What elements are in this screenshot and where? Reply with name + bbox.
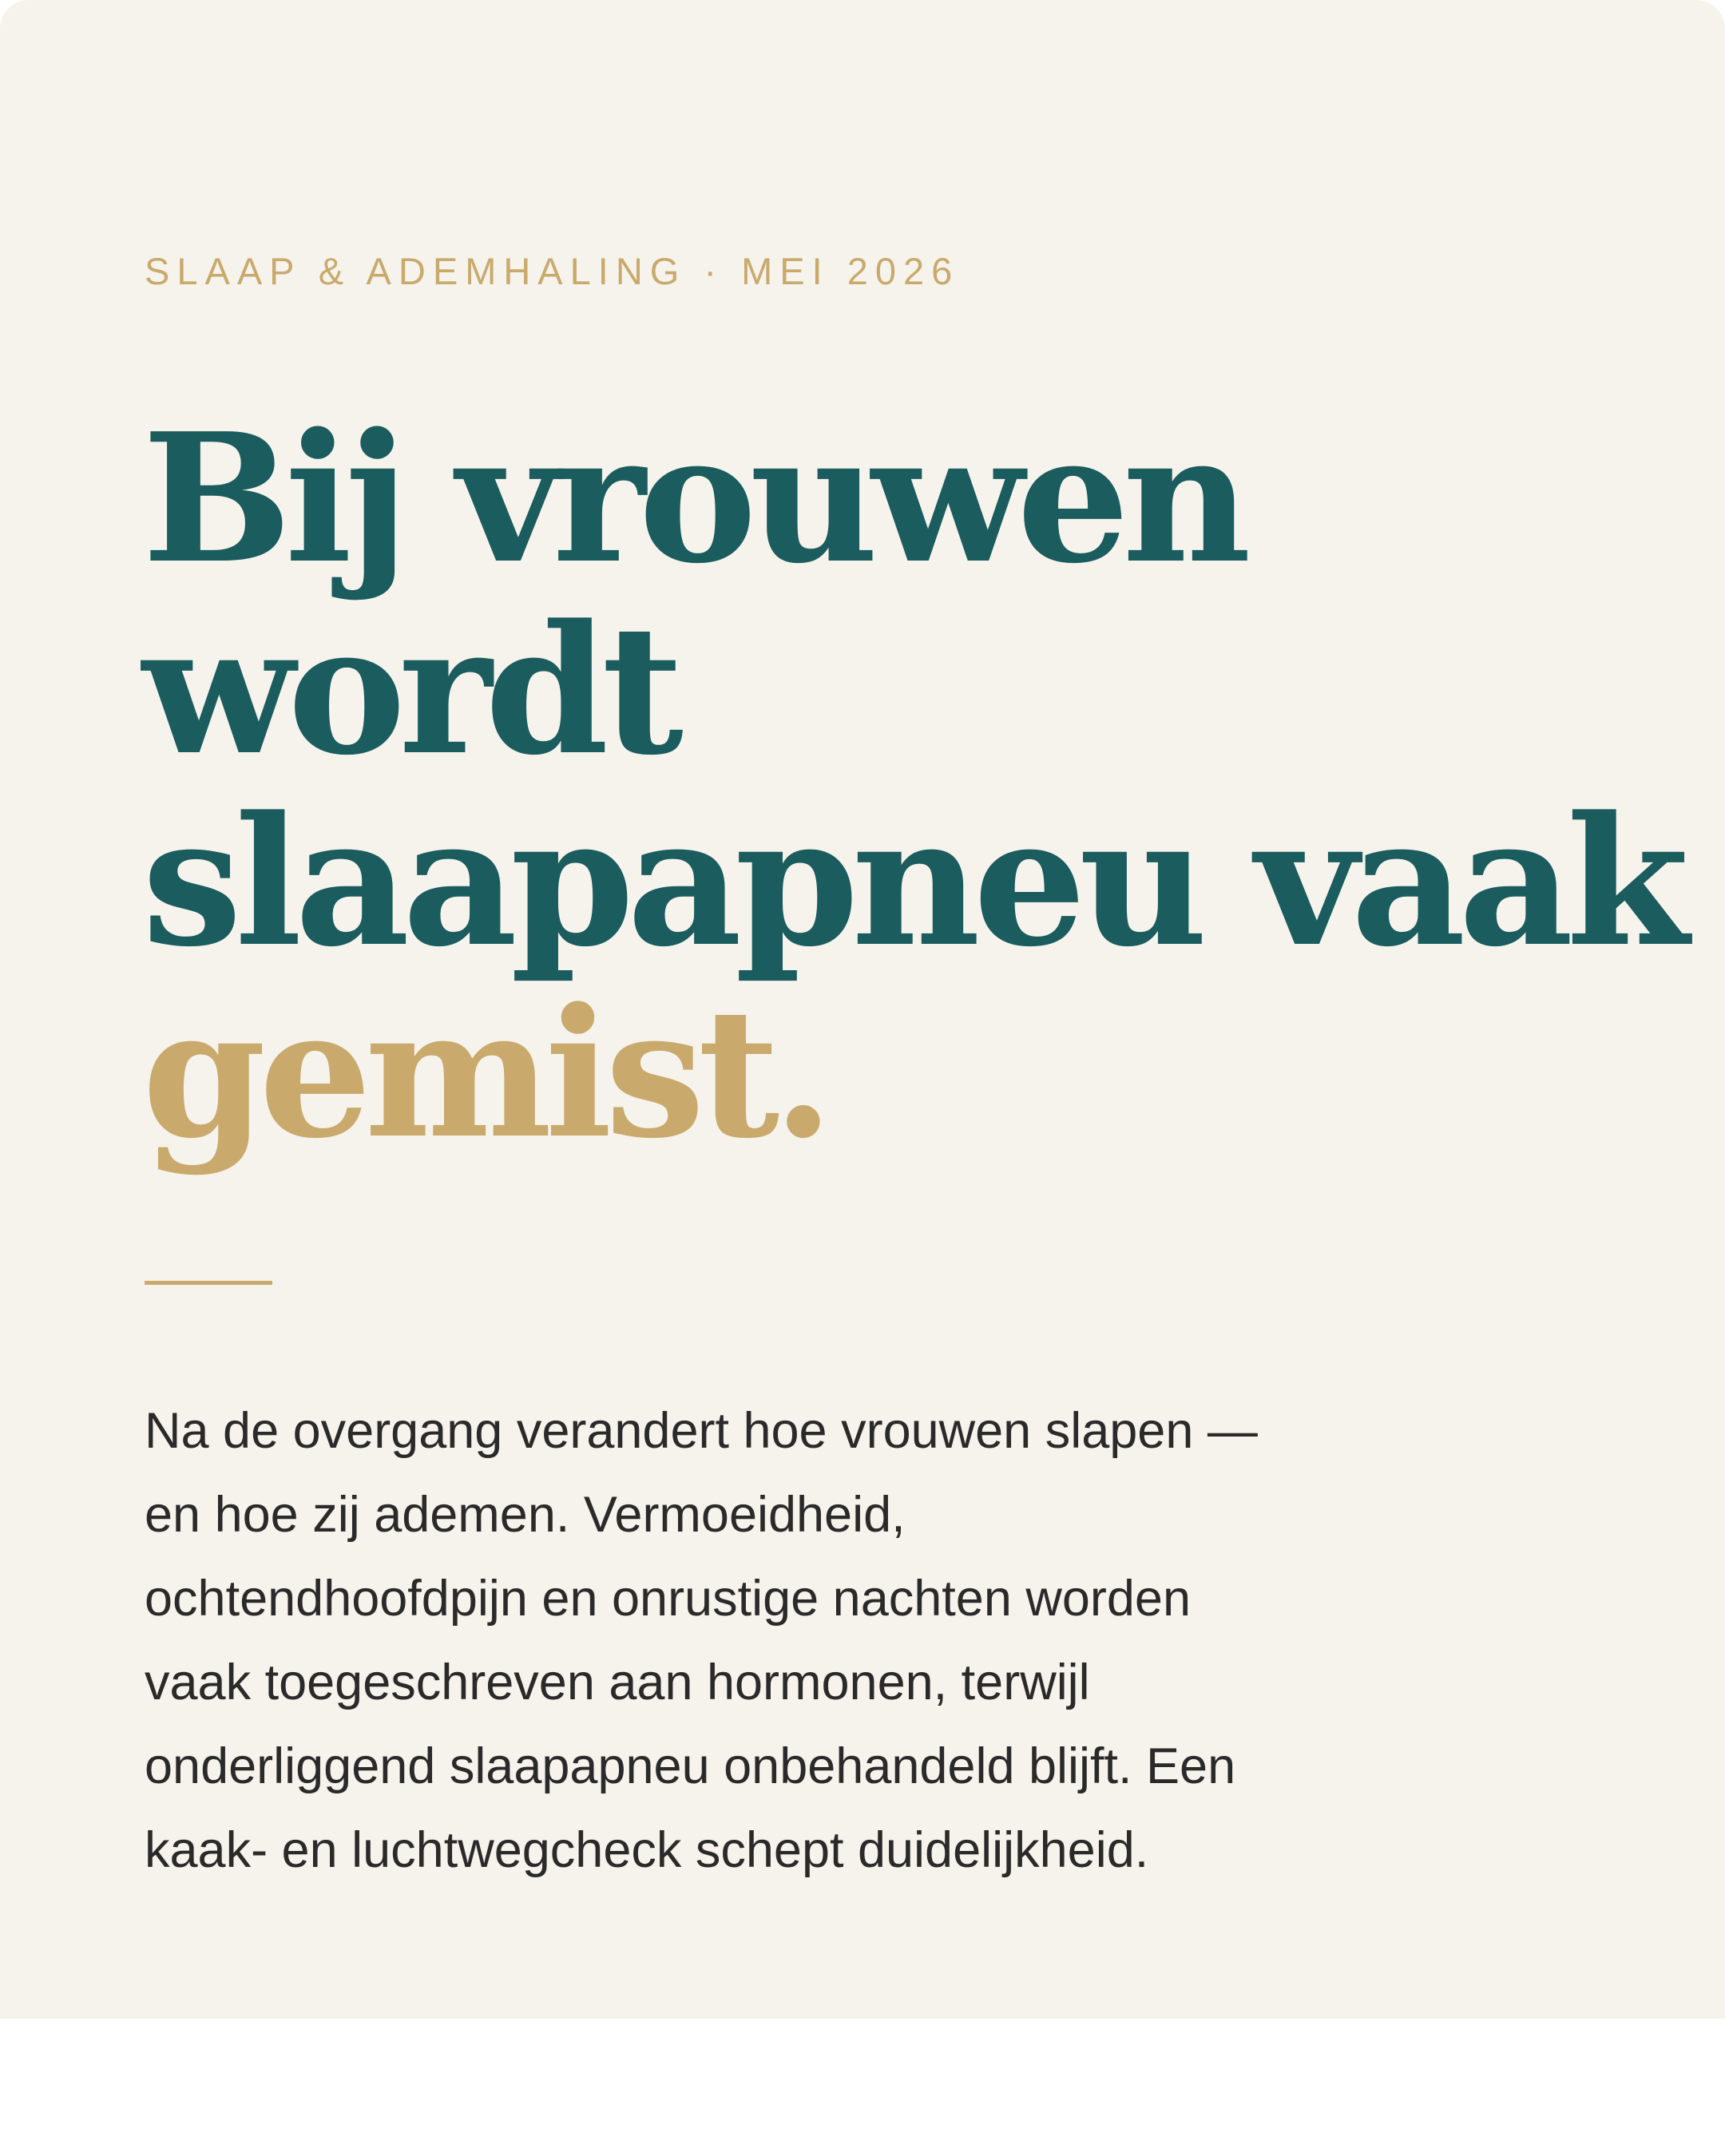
headline-line-2: wordt [142,587,676,795]
paragraph-line: onderliggend slaapapneu onbehandeld blijft. Een [145,1738,1236,1794]
category-date-eyebrow: SLAAP & ADEMHALING · MEI 2026 [145,250,960,292]
headline-line-3: slaapapneu vaak [142,779,1683,986]
headline-accent-word: gemist. [142,970,827,1178]
headline [142,395,1683,1178]
paragraph-line: vaak toegeschreven aan hormonen, terwijl [145,1655,1090,1710]
paragraph-line: en hoe zij ademen. Vermoeidheid, [145,1487,906,1543]
paragraph-line: kaak- en luchtwegcheck schept duidelijkheid. [145,1822,1149,1878]
paragraph-line: ochtendhoofdpijn en onrustige nachten worden [145,1571,1191,1627]
paragraph-line: Na de overgang verandert hoe vrouwen slapen — [145,1403,1258,1459]
headline-line-1: Bij vrouwen [142,395,1244,603]
intro-paragraph [145,1389,1518,1892]
divider-rule [145,1281,272,1285]
